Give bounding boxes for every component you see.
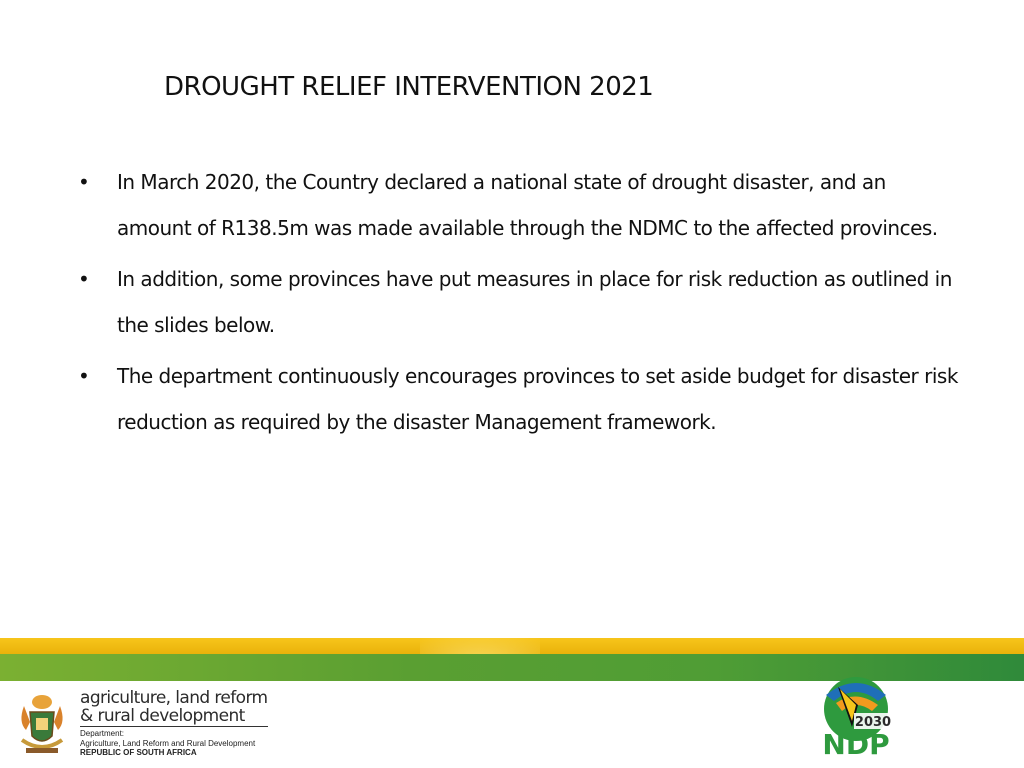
slide-title: DROUGHT RELIEF INTERVENTION 2021 — [164, 72, 654, 102]
bullet-text: In March 2020, the Country declared a national state of drought disaster, and an amount of R138.5m was made available through the NDMC to the affected provinces. — [117, 170, 938, 240]
bullet-item — [78, 354, 958, 445]
department-wordmark-line1: agriculture, land reform — [80, 688, 268, 708]
department-full-name: Agriculture, Land Reform and Rural Development — [80, 738, 256, 748]
department-wordmark — [80, 689, 268, 725]
bullet-marker: • — [78, 364, 90, 388]
coat-of-arms-icon — [16, 692, 68, 758]
bullet-item — [78, 160, 958, 251]
department-label: Department: — [80, 729, 125, 738]
ndp-year: 2030 — [854, 715, 892, 730]
bullet-text: In addition, some provinces have put measures in place for risk reduction as outlined in the slides below. — [117, 267, 952, 337]
department-details — [80, 729, 255, 758]
bullet-list — [78, 160, 958, 451]
country-name: REPUBLIC OF SOUTH AFRICA — [80, 748, 197, 757]
bullet-marker: • — [78, 170, 90, 194]
ndp-2030-logo — [808, 675, 904, 757]
department-wordmark-line2: & rural development — [80, 706, 245, 726]
ndp-text: NDP — [822, 728, 890, 757]
department-divider — [80, 726, 268, 727]
bullet-marker: • — [78, 267, 90, 291]
bullet-item — [78, 257, 958, 348]
bullet-text: The department continuously encourages provinces to set aside budget for disaster risk reduction as required by the disaster Management framework. — [117, 364, 958, 434]
